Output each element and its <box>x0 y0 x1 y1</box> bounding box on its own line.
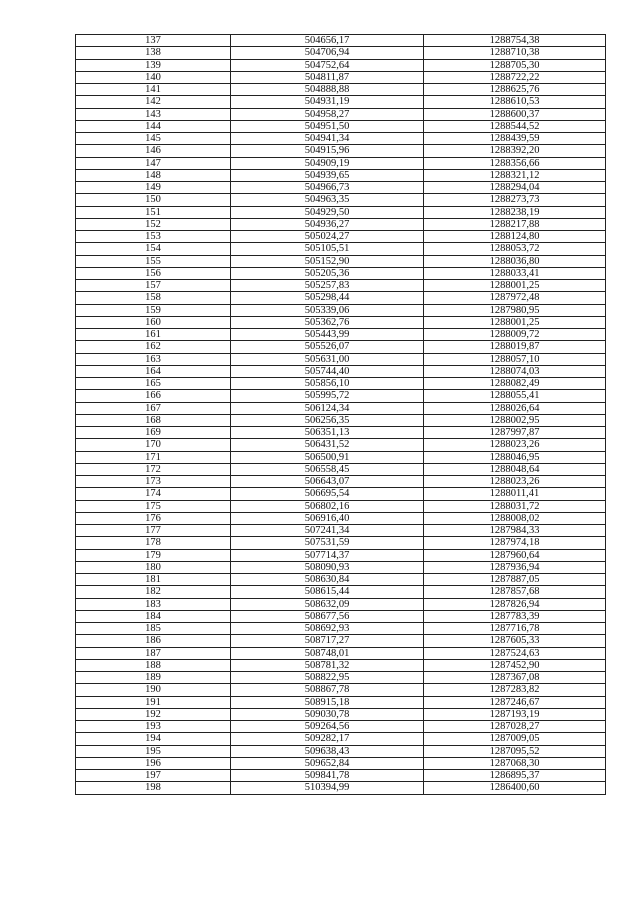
table-row <box>76 488 606 500</box>
table-row <box>76 610 606 622</box>
y-coordinate-cell: 1287984,33 <box>424 525 606 537</box>
y-coordinate-cell: 1287367,08 <box>424 672 606 684</box>
x-coordinate-cell: 504706,94 <box>231 47 424 59</box>
point-number-cell: 157 <box>76 280 231 292</box>
table-row <box>76 255 606 267</box>
point-number-cell: 149 <box>76 182 231 194</box>
y-coordinate-cell: 1288238,19 <box>424 206 606 218</box>
x-coordinate-cell: 505443,99 <box>231 329 424 341</box>
y-coordinate-cell: 1288053,72 <box>424 243 606 255</box>
point-number-cell: 143 <box>76 108 231 120</box>
y-coordinate-cell: 1288600,37 <box>424 108 606 120</box>
point-number-cell: 146 <box>76 145 231 157</box>
y-coordinate-cell: 1288011,41 <box>424 488 606 500</box>
x-coordinate-cell: 504909,19 <box>231 157 424 169</box>
x-coordinate-cell: 505298,44 <box>231 292 424 304</box>
y-coordinate-cell: 1288294,04 <box>424 182 606 194</box>
table-row <box>76 525 606 537</box>
point-number-cell: 172 <box>76 463 231 475</box>
point-number-cell: 162 <box>76 341 231 353</box>
x-coordinate-cell: 505856,10 <box>231 378 424 390</box>
point-number-cell: 194 <box>76 733 231 745</box>
y-coordinate-cell: 1287452,90 <box>424 659 606 671</box>
y-coordinate-cell: 1288625,76 <box>424 84 606 96</box>
y-coordinate-cell: 1288046,95 <box>424 451 606 463</box>
table-row <box>76 194 606 206</box>
y-coordinate-cell: 1288033,41 <box>424 267 606 279</box>
table-row <box>76 280 606 292</box>
point-number-cell: 156 <box>76 267 231 279</box>
x-coordinate-cell: 509652,84 <box>231 757 424 769</box>
x-coordinate-cell: 508867,78 <box>231 684 424 696</box>
table-row <box>76 574 606 586</box>
point-number-cell: 164 <box>76 365 231 377</box>
y-coordinate-cell: 1288439,59 <box>424 133 606 145</box>
x-coordinate-cell: 506916,40 <box>231 512 424 524</box>
x-coordinate-cell: 505024,27 <box>231 231 424 243</box>
table-row <box>76 292 606 304</box>
table-row <box>76 635 606 647</box>
y-coordinate-cell: 1287980,95 <box>424 304 606 316</box>
x-coordinate-cell: 508915,18 <box>231 696 424 708</box>
x-coordinate-cell: 506431,52 <box>231 439 424 451</box>
y-coordinate-cell: 1287009,05 <box>424 733 606 745</box>
x-coordinate-cell: 508692,93 <box>231 623 424 635</box>
point-number-cell: 191 <box>76 696 231 708</box>
table-row <box>76 451 606 463</box>
point-number-cell: 198 <box>76 782 231 794</box>
y-coordinate-cell: 1288356,66 <box>424 157 606 169</box>
point-number-cell: 188 <box>76 659 231 671</box>
x-coordinate-cell: 508822,95 <box>231 672 424 684</box>
table-row <box>76 84 606 96</box>
x-coordinate-cell: 505631,00 <box>231 353 424 365</box>
y-coordinate-cell: 1288705,30 <box>424 59 606 71</box>
table-row <box>76 35 606 47</box>
table-row <box>76 647 606 659</box>
y-coordinate-cell: 1287068,30 <box>424 757 606 769</box>
x-coordinate-cell: 507241,34 <box>231 525 424 537</box>
y-coordinate-cell: 1287524,63 <box>424 647 606 659</box>
point-number-cell: 187 <box>76 647 231 659</box>
point-number-cell: 152 <box>76 218 231 230</box>
y-coordinate-cell: 1288008,02 <box>424 512 606 524</box>
table-row <box>76 145 606 157</box>
y-coordinate-cell: 1287826,94 <box>424 598 606 610</box>
table-row <box>76 157 606 169</box>
x-coordinate-cell: 505744,40 <box>231 365 424 377</box>
x-coordinate-cell: 504915,96 <box>231 145 424 157</box>
table-row <box>76 402 606 414</box>
x-coordinate-cell: 505257,83 <box>231 280 424 292</box>
table-row <box>76 390 606 402</box>
x-coordinate-cell: 504958,27 <box>231 108 424 120</box>
table-row <box>76 414 606 426</box>
x-coordinate-cell: 504941,34 <box>231 133 424 145</box>
table-row <box>76 378 606 390</box>
point-number-cell: 168 <box>76 414 231 426</box>
y-coordinate-cell: 1288002,95 <box>424 414 606 426</box>
y-coordinate-cell: 1288001,25 <box>424 280 606 292</box>
point-number-cell: 189 <box>76 672 231 684</box>
x-coordinate-cell: 505362,76 <box>231 316 424 328</box>
point-number-cell: 181 <box>76 574 231 586</box>
y-coordinate-cell: 1288392,20 <box>424 145 606 157</box>
x-coordinate-cell: 506558,45 <box>231 463 424 475</box>
point-number-cell: 186 <box>76 635 231 647</box>
point-number-cell: 165 <box>76 378 231 390</box>
point-number-cell: 144 <box>76 120 231 132</box>
point-number-cell: 159 <box>76 304 231 316</box>
x-coordinate-cell: 506695,54 <box>231 488 424 500</box>
table-row <box>76 439 606 451</box>
table-row <box>76 782 606 794</box>
table-row <box>76 267 606 279</box>
point-number-cell: 171 <box>76 451 231 463</box>
y-coordinate-cell: 1286895,37 <box>424 770 606 782</box>
y-coordinate-cell: 1288001,25 <box>424 316 606 328</box>
point-number-cell: 169 <box>76 427 231 439</box>
x-coordinate-cell: 504939,65 <box>231 169 424 181</box>
table-row <box>76 561 606 573</box>
y-coordinate-cell: 1288273,73 <box>424 194 606 206</box>
x-coordinate-cell: 504936,27 <box>231 218 424 230</box>
x-coordinate-cell: 504929,50 <box>231 206 424 218</box>
point-number-cell: 185 <box>76 623 231 635</box>
x-coordinate-cell: 504752,64 <box>231 59 424 71</box>
point-number-cell: 166 <box>76 390 231 402</box>
x-coordinate-cell: 509030,78 <box>231 708 424 720</box>
x-coordinate-cell: 510394,99 <box>231 782 424 794</box>
x-coordinate-cell: 508717,27 <box>231 635 424 647</box>
table-row <box>76 733 606 745</box>
y-coordinate-cell: 1288321,12 <box>424 169 606 181</box>
y-coordinate-cell: 1288544,52 <box>424 120 606 132</box>
point-number-cell: 182 <box>76 586 231 598</box>
table-row <box>76 721 606 733</box>
point-number-cell: 141 <box>76 84 231 96</box>
y-coordinate-cell: 1287887,05 <box>424 574 606 586</box>
y-coordinate-cell: 1288023,26 <box>424 476 606 488</box>
point-number-cell: 150 <box>76 194 231 206</box>
table-row <box>76 120 606 132</box>
point-number-cell: 178 <box>76 537 231 549</box>
x-coordinate-cell: 504888,88 <box>231 84 424 96</box>
point-number-cell: 170 <box>76 439 231 451</box>
table-row <box>76 427 606 439</box>
y-coordinate-cell: 1288057,10 <box>424 353 606 365</box>
x-coordinate-cell: 505339,06 <box>231 304 424 316</box>
y-coordinate-cell: 1287997,87 <box>424 427 606 439</box>
y-coordinate-cell: 1287960,64 <box>424 549 606 561</box>
table-row <box>76 341 606 353</box>
x-coordinate-cell: 509264,56 <box>231 721 424 733</box>
y-coordinate-cell: 1287974,18 <box>424 537 606 549</box>
point-number-cell: 145 <box>76 133 231 145</box>
table-row <box>76 770 606 782</box>
y-coordinate-cell: 1288031,72 <box>424 500 606 512</box>
x-coordinate-cell: 504656,17 <box>231 35 424 47</box>
point-number-cell: 174 <box>76 488 231 500</box>
point-number-cell: 139 <box>76 59 231 71</box>
table-row <box>76 329 606 341</box>
y-coordinate-cell: 1287605,33 <box>424 635 606 647</box>
y-coordinate-cell: 1287936,94 <box>424 561 606 573</box>
y-coordinate-cell: 1287972,48 <box>424 292 606 304</box>
y-coordinate-cell: 1288026,64 <box>424 402 606 414</box>
x-coordinate-cell: 508090,93 <box>231 561 424 573</box>
table-row <box>76 47 606 59</box>
table-row <box>76 500 606 512</box>
table-row <box>76 512 606 524</box>
table-row <box>76 684 606 696</box>
point-number-cell: 179 <box>76 549 231 561</box>
x-coordinate-cell: 505105,51 <box>231 243 424 255</box>
table-row <box>76 586 606 598</box>
y-coordinate-cell: 1287783,39 <box>424 610 606 622</box>
y-coordinate-cell: 1288055,41 <box>424 390 606 402</box>
x-coordinate-cell: 504966,73 <box>231 182 424 194</box>
x-coordinate-cell: 506802,16 <box>231 500 424 512</box>
point-number-cell: 192 <box>76 708 231 720</box>
x-coordinate-cell: 506643,07 <box>231 476 424 488</box>
point-number-cell: 190 <box>76 684 231 696</box>
point-number-cell: 183 <box>76 598 231 610</box>
y-coordinate-cell: 1288023,26 <box>424 439 606 451</box>
x-coordinate-cell: 504951,50 <box>231 120 424 132</box>
table-row <box>76 231 606 243</box>
x-coordinate-cell: 508630,84 <box>231 574 424 586</box>
y-coordinate-cell: 1288048,64 <box>424 463 606 475</box>
x-coordinate-cell: 505152,90 <box>231 255 424 267</box>
y-coordinate-cell: 1287716,78 <box>424 623 606 635</box>
table-row <box>76 708 606 720</box>
table-row <box>76 133 606 145</box>
point-number-cell: 148 <box>76 169 231 181</box>
table-row <box>76 623 606 635</box>
y-coordinate-cell: 1288124,80 <box>424 231 606 243</box>
table-row <box>76 243 606 255</box>
y-coordinate-cell: 1287246,67 <box>424 696 606 708</box>
x-coordinate-cell: 506500,91 <box>231 451 424 463</box>
point-number-cell: 175 <box>76 500 231 512</box>
point-number-cell: 197 <box>76 770 231 782</box>
point-number-cell: 173 <box>76 476 231 488</box>
y-coordinate-cell: 1287095,52 <box>424 745 606 757</box>
y-coordinate-cell: 1288217,88 <box>424 218 606 230</box>
point-number-cell: 158 <box>76 292 231 304</box>
x-coordinate-cell: 504931,19 <box>231 96 424 108</box>
point-number-cell: 154 <box>76 243 231 255</box>
y-coordinate-cell: 1286400,60 <box>424 782 606 794</box>
y-coordinate-cell: 1287028,27 <box>424 721 606 733</box>
table-row <box>76 672 606 684</box>
y-coordinate-cell: 1288610,53 <box>424 96 606 108</box>
table-row <box>76 169 606 181</box>
point-number-cell: 193 <box>76 721 231 733</box>
table-row <box>76 659 606 671</box>
y-coordinate-cell: 1288722,22 <box>424 71 606 83</box>
table-row <box>76 108 606 120</box>
point-number-cell: 137 <box>76 35 231 47</box>
point-number-cell: 160 <box>76 316 231 328</box>
x-coordinate-cell: 506124,34 <box>231 402 424 414</box>
x-coordinate-cell: 508748,01 <box>231 647 424 659</box>
point-number-cell: 161 <box>76 329 231 341</box>
point-number-cell: 155 <box>76 255 231 267</box>
y-coordinate-cell: 1288074,03 <box>424 365 606 377</box>
y-coordinate-cell: 1288036,80 <box>424 255 606 267</box>
table-row <box>76 96 606 108</box>
point-number-cell: 142 <box>76 96 231 108</box>
table-row <box>76 365 606 377</box>
table-row <box>76 696 606 708</box>
y-coordinate-cell: 1288009,72 <box>424 329 606 341</box>
table-row <box>76 206 606 218</box>
y-coordinate-cell: 1287193,19 <box>424 708 606 720</box>
y-coordinate-cell: 1288710,38 <box>424 47 606 59</box>
y-coordinate-cell: 1287283,82 <box>424 684 606 696</box>
table-row <box>76 59 606 71</box>
point-number-cell: 147 <box>76 157 231 169</box>
table-row <box>76 476 606 488</box>
x-coordinate-cell: 508632,09 <box>231 598 424 610</box>
x-coordinate-cell: 507714,37 <box>231 549 424 561</box>
x-coordinate-cell: 506256,35 <box>231 414 424 426</box>
point-number-cell: 151 <box>76 206 231 218</box>
point-number-cell: 180 <box>76 561 231 573</box>
table-row <box>76 182 606 194</box>
x-coordinate-cell: 508781,32 <box>231 659 424 671</box>
x-coordinate-cell: 505526,07 <box>231 341 424 353</box>
y-coordinate-cell: 1287857,68 <box>424 586 606 598</box>
y-coordinate-cell: 1288754,38 <box>424 35 606 47</box>
coordinates-table <box>75 34 606 795</box>
point-number-cell: 163 <box>76 353 231 365</box>
table-row <box>76 757 606 769</box>
x-coordinate-cell: 505205,36 <box>231 267 424 279</box>
point-number-cell: 195 <box>76 745 231 757</box>
x-coordinate-cell: 507531,59 <box>231 537 424 549</box>
table-row <box>76 218 606 230</box>
table-row <box>76 537 606 549</box>
table-row <box>76 549 606 561</box>
table-row <box>76 353 606 365</box>
x-coordinate-cell: 508615,44 <box>231 586 424 598</box>
table-row <box>76 463 606 475</box>
x-coordinate-cell: 506351,13 <box>231 427 424 439</box>
point-number-cell: 153 <box>76 231 231 243</box>
point-number-cell: 176 <box>76 512 231 524</box>
table-row <box>76 71 606 83</box>
point-number-cell: 177 <box>76 525 231 537</box>
table-row <box>76 316 606 328</box>
x-coordinate-cell: 508677,56 <box>231 610 424 622</box>
coordinates-table-body <box>76 35 606 795</box>
x-coordinate-cell: 504811,87 <box>231 71 424 83</box>
x-coordinate-cell: 505995,72 <box>231 390 424 402</box>
x-coordinate-cell: 509638,43 <box>231 745 424 757</box>
point-number-cell: 140 <box>76 71 231 83</box>
table-row <box>76 598 606 610</box>
point-number-cell: 167 <box>76 402 231 414</box>
point-number-cell: 138 <box>76 47 231 59</box>
point-number-cell: 196 <box>76 757 231 769</box>
x-coordinate-cell: 509282,17 <box>231 733 424 745</box>
point-number-cell: 184 <box>76 610 231 622</box>
table-row <box>76 745 606 757</box>
y-coordinate-cell: 1288082,49 <box>424 378 606 390</box>
table-row <box>76 304 606 316</box>
x-coordinate-cell: 504963,35 <box>231 194 424 206</box>
y-coordinate-cell: 1288019,87 <box>424 341 606 353</box>
x-coordinate-cell: 509841,78 <box>231 770 424 782</box>
